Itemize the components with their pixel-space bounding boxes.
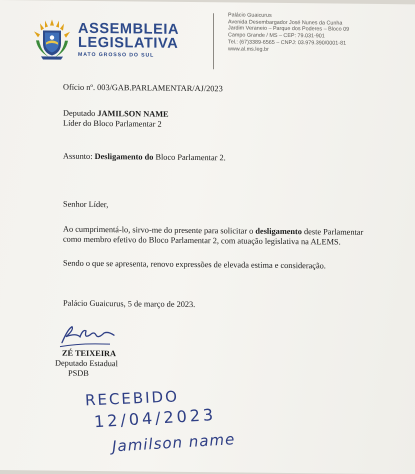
signer-title: Deputado Estadual bbox=[55, 358, 118, 369]
paragraph-2: Sendo o que se apresenta, renovo expressões de elevada estima e consideração. bbox=[63, 258, 326, 271]
salutation: Senhor Líder, bbox=[63, 199, 109, 210]
subject-rest: Bloco Parlamentar 2. bbox=[155, 152, 226, 163]
institution-line1: ASSEMBLEIA bbox=[78, 20, 180, 38]
address-line: Palácio Guaicurus bbox=[228, 12, 272, 19]
signer-name: ZÉ TEIXEIRA bbox=[62, 348, 117, 359]
address-line: www.al.ms.leg.br bbox=[228, 45, 269, 53]
address-block bbox=[228, 12, 413, 54]
paragraph-1-line-2: como membro efetivo do Bloco Parlamentar 2, com atuação legislativa na ALEMS. bbox=[63, 234, 341, 247]
subject-label: Assunto: bbox=[63, 151, 93, 161]
handwritten-name: Jamilson name bbox=[111, 430, 236, 456]
recipient-role: Líder do Bloco Parlamentar 2 bbox=[63, 118, 162, 129]
institution-state: MATO GROSSO DO SUL bbox=[78, 51, 155, 59]
place-date: Palácio Guaicurus, 5 de março de 2023. bbox=[63, 298, 196, 310]
recipient-name: JAMILSON NAME bbox=[97, 109, 169, 119]
signer-party: PSDB bbox=[68, 368, 89, 378]
institution-line2: LEGISLATIVA bbox=[78, 34, 179, 52]
signature-image bbox=[58, 323, 128, 350]
reference-number: 003/GAB.PARLAMENTAR/AJ/2023 bbox=[97, 83, 223, 94]
p1-bold: desligamento bbox=[255, 226, 302, 237]
address-line: Campo Grande / MS – CEP: 79.031-901 bbox=[228, 32, 325, 40]
address-line: Avenida Desembargador José Nunes da Cunha bbox=[228, 19, 343, 27]
institution-name bbox=[78, 22, 179, 59]
address-line: Tel.: (67)3389-6565 – CNPJ: 03.979.390/0001-81 bbox=[228, 39, 347, 47]
reference-label: Ofício nº. bbox=[63, 82, 96, 92]
recipient-prefix: Deputado bbox=[63, 108, 96, 118]
address-line: Jardim Veraneio – Parque dos Poderes – Bloco 09 bbox=[228, 25, 350, 34]
handwritten-received: RECEBIDO bbox=[84, 387, 180, 410]
subject-line bbox=[63, 152, 226, 164]
p1-part2: deste Parlamentar bbox=[304, 227, 364, 237]
subject-text: Desligamento do bbox=[94, 151, 154, 162]
header-divider bbox=[213, 13, 214, 69]
coat-of-arms-logo bbox=[31, 18, 73, 60]
p1-part1: Ao cumprimentá-lo, sirvo-me do presente para solicitar o bbox=[63, 224, 254, 236]
reference-line bbox=[63, 83, 223, 95]
handwritten-date: 12/04/2023 bbox=[93, 405, 217, 432]
